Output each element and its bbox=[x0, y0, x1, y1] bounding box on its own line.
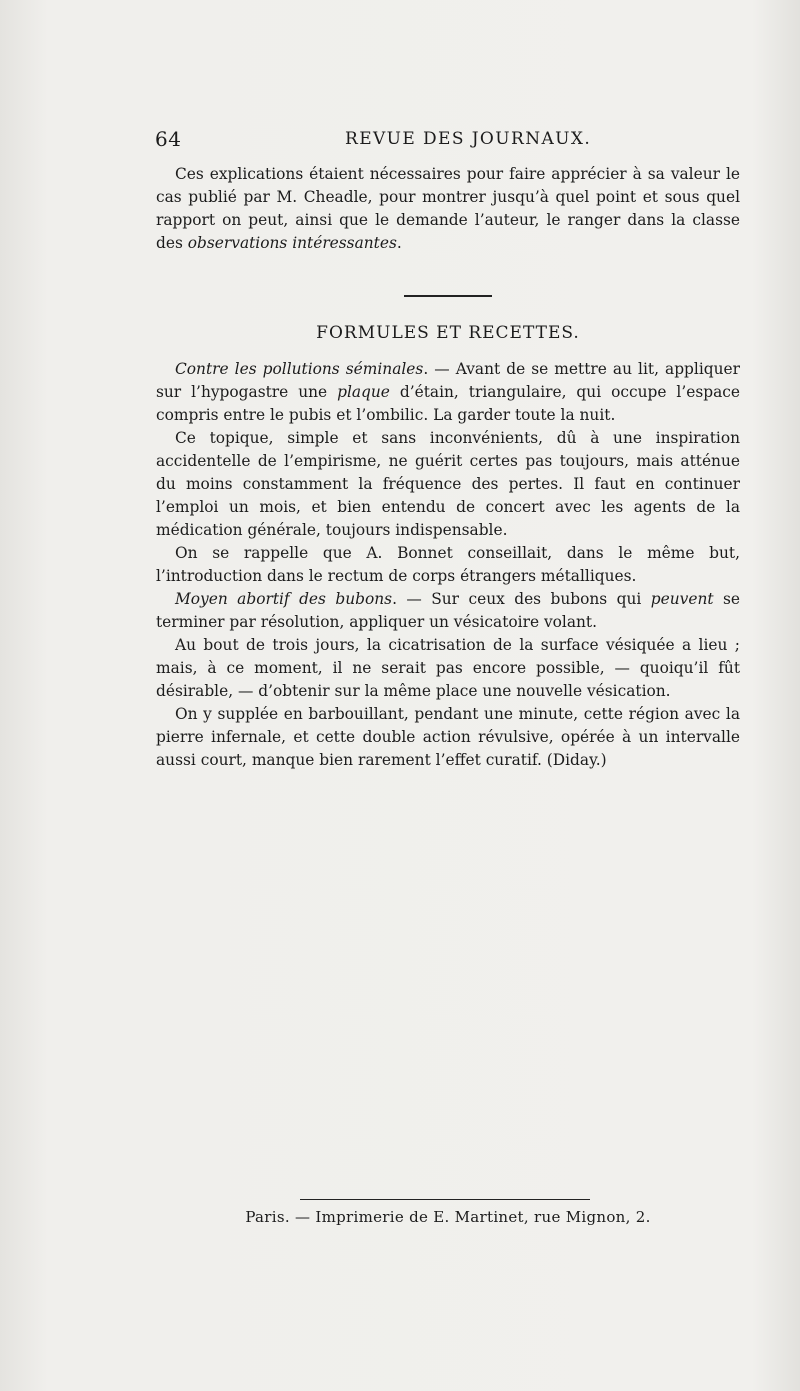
paragraph-bonnet: On se rappelle que A. Bonnet conseillait, dans le même but, l’introduction dans le rectum de corps étrangers métalliques. bbox=[156, 544, 740, 585]
paragraph-bubons-lead: Moyen abortif des bubons bbox=[175, 590, 393, 608]
paragraph-pollutions-text-a: . — Avant de se mettre au lit, appliquer sur l’hypogastre une bbox=[156, 360, 740, 401]
intro-end: . bbox=[396, 234, 402, 252]
paragraph-pollutions-text-b: d’étain, triangulaire, qui occupe l’espace compris entre le pubis et l’ombilic. La garder toute la nuit. bbox=[156, 383, 740, 424]
section-divider bbox=[404, 295, 492, 297]
printer-imprint: Paris. — Imprimerie de E. Martinet, rue Mignon, 2. bbox=[245, 1208, 651, 1226]
running-title: REVUE DES JOURNAUX. bbox=[345, 129, 592, 149]
paragraph-bubons-italic: peuvent bbox=[650, 590, 714, 608]
page-body bbox=[156, 163, 740, 772]
paragraph-cicatrisation: Au bout de trois jours, la cicatrisation de la surface vésiquée a lieu ; mais, à ce moment, il ne serait pas encore possible, — quoiqu’il fût désirable, — d’obtenir sur la même place une nouvelle vésication. bbox=[156, 636, 740, 700]
paragraph-pollutions bbox=[156, 358, 740, 427]
paragraph-pierre-infernale: On y supplée en barbouillant, pendant une minute, cette région avec la pierre infernale, et cette double action révulsive, opérée à un intervalle aussi court, manque bien rarement l’effet curatif. (Diday.) bbox=[156, 705, 740, 769]
intro-paragraph bbox=[156, 163, 740, 255]
intro-text: Ces explications étaient nécessaires pour faire apprécier à sa valeur le cas publié par M. Cheadle, pour montrer jusqu’à quel point et sous quel rapport on peut, ainsi que le demande l’auteur, le ranger dans la classe des bbox=[156, 165, 740, 252]
paragraph-topique: Ce topique, simple et sans inconvénients, dû à une inspiration accidentelle de l’empirisme, ne guérit certes pas toujours, mais atténue du moins constamment la fréquence des pertes. Il faut en continuer l’emploi un mois, et bien entendu de concert avec les agents de la médication générale, toujours indispensable. bbox=[156, 429, 740, 539]
paragraph-pollutions-lead: Contre les pollutions séminales bbox=[175, 360, 424, 378]
running-head bbox=[155, 127, 740, 157]
paragraph-bubons-text-a: . — Sur ceux des bubons qui bbox=[392, 590, 651, 608]
paragraph-bubons bbox=[156, 588, 740, 634]
footer-rule bbox=[300, 1199, 590, 1200]
section-title: FORMULES ET RECETTES. bbox=[316, 323, 580, 343]
paragraph-bubons-text-b: se terminer par résolution, appliquer un vésicatoire volant. bbox=[156, 590, 740, 631]
page-number: 64 bbox=[155, 127, 182, 151]
intro-italic: observations intéressantes bbox=[187, 234, 397, 252]
paragraph-pollutions-italic: plaque bbox=[337, 383, 390, 401]
